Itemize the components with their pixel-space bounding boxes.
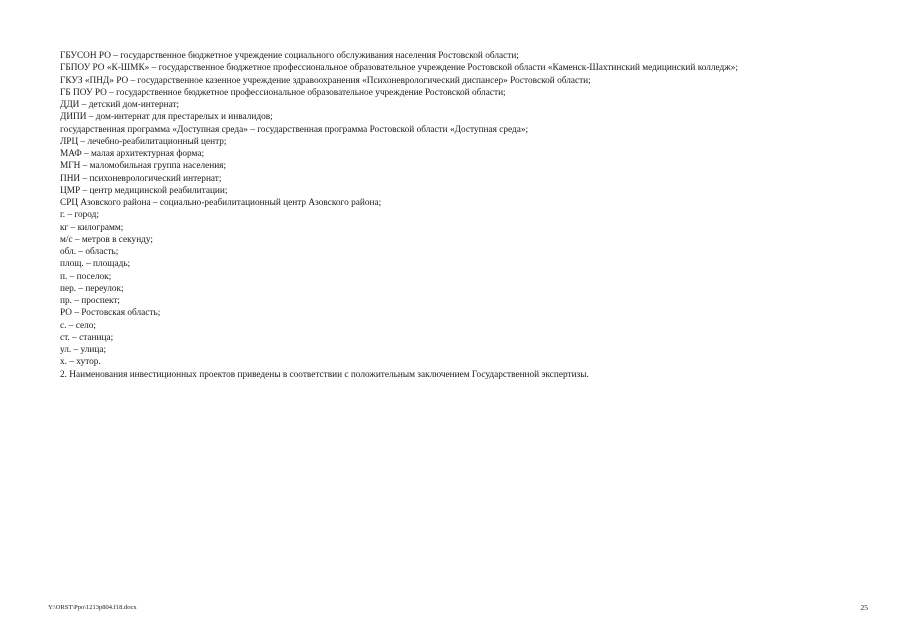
text-line-lrc: ЛРЦ – лечебно-реабилитационный центр;	[60, 136, 227, 147]
text-line-dostupnaya-sreda: государственная программа «Доступная среда» – государственная программа Ростовской области «Доступная среда»;	[60, 124, 529, 135]
text-line-ms: м/с – метров в секунду;	[60, 234, 154, 245]
text-line-gbpou-kshmk: ГБПОУ РО «К-ШМК» – государственное бюджетное профессиональное образовательное учреждение Ростовской области «Каменск-Шахтинский медицинский колледж»;	[60, 63, 738, 74]
text-line-cmr: ЦМР – центр медицинской реабилитации;	[60, 185, 228, 196]
text-line-pereulok: пер. – переулок;	[60, 283, 124, 294]
footer-file-path: Y:\ORST\Ppo\1213p804.f18.docx	[48, 604, 137, 611]
text-line-prospekt: пр. – проспект;	[60, 296, 121, 306]
footer-page-number: 25	[860, 603, 868, 612]
text-line-ro: РО – Ростовская область;	[60, 308, 161, 319]
text-line-pni: ПНИ – психоневрологический интернат;	[60, 173, 222, 184]
text-line-selo: с. – село;	[60, 320, 96, 331]
text-line-gorod: г. – город;	[60, 210, 99, 221]
text-line-mgn: МГН – маломобильная группа населения;	[60, 161, 227, 172]
text-line-hutor: х. – хутор.	[60, 357, 101, 368]
text-line-ddi: ДДИ – детский дом-интернат;	[60, 100, 180, 110]
text-line-gb-pou: ГБ ПОУ РО – государственное бюджетное профессиональное образовательное учреждение Ростовской области;	[60, 87, 506, 98]
text-line-dipi: ДИПИ – дом-интернат для престарелых и инвалидов;	[60, 112, 273, 123]
text-line-gkuz-pnd: ГКУЗ «ПНД» РО – государственное казенное учреждение здравоохранения «Психоневрологический диспансер» Ростовской области;	[60, 75, 591, 86]
text-line-ulica: ул. – улица;	[60, 345, 107, 355]
text-line-ploshchad: площ. – площадь;	[60, 259, 131, 270]
document-body	[60, 50, 860, 381]
text-line-maf: МАФ – малая архитектурная форма;	[60, 149, 205, 159]
text-line-stanica: ст. – станица;	[60, 332, 114, 343]
text-line-note-2: 2. Наименования инвестиционных проектов приведены в соответствии с положительным заключением Государственной экспертизы.	[60, 369, 589, 380]
text-line-oblast: обл. – область;	[60, 247, 119, 257]
text-line-poselok: п. – поселок;	[60, 271, 112, 282]
text-line-src-azov: СРЦ Азовского района – социально-реабилитационный центр Азовского района;	[60, 198, 382, 208]
text-line-gbuson: ГБУСОН РО – государственное бюджетное учреждение социального обслуживания населения Ростовской области;	[60, 51, 519, 61]
text-line-kilogramm: кг – килограмм;	[60, 222, 124, 233]
